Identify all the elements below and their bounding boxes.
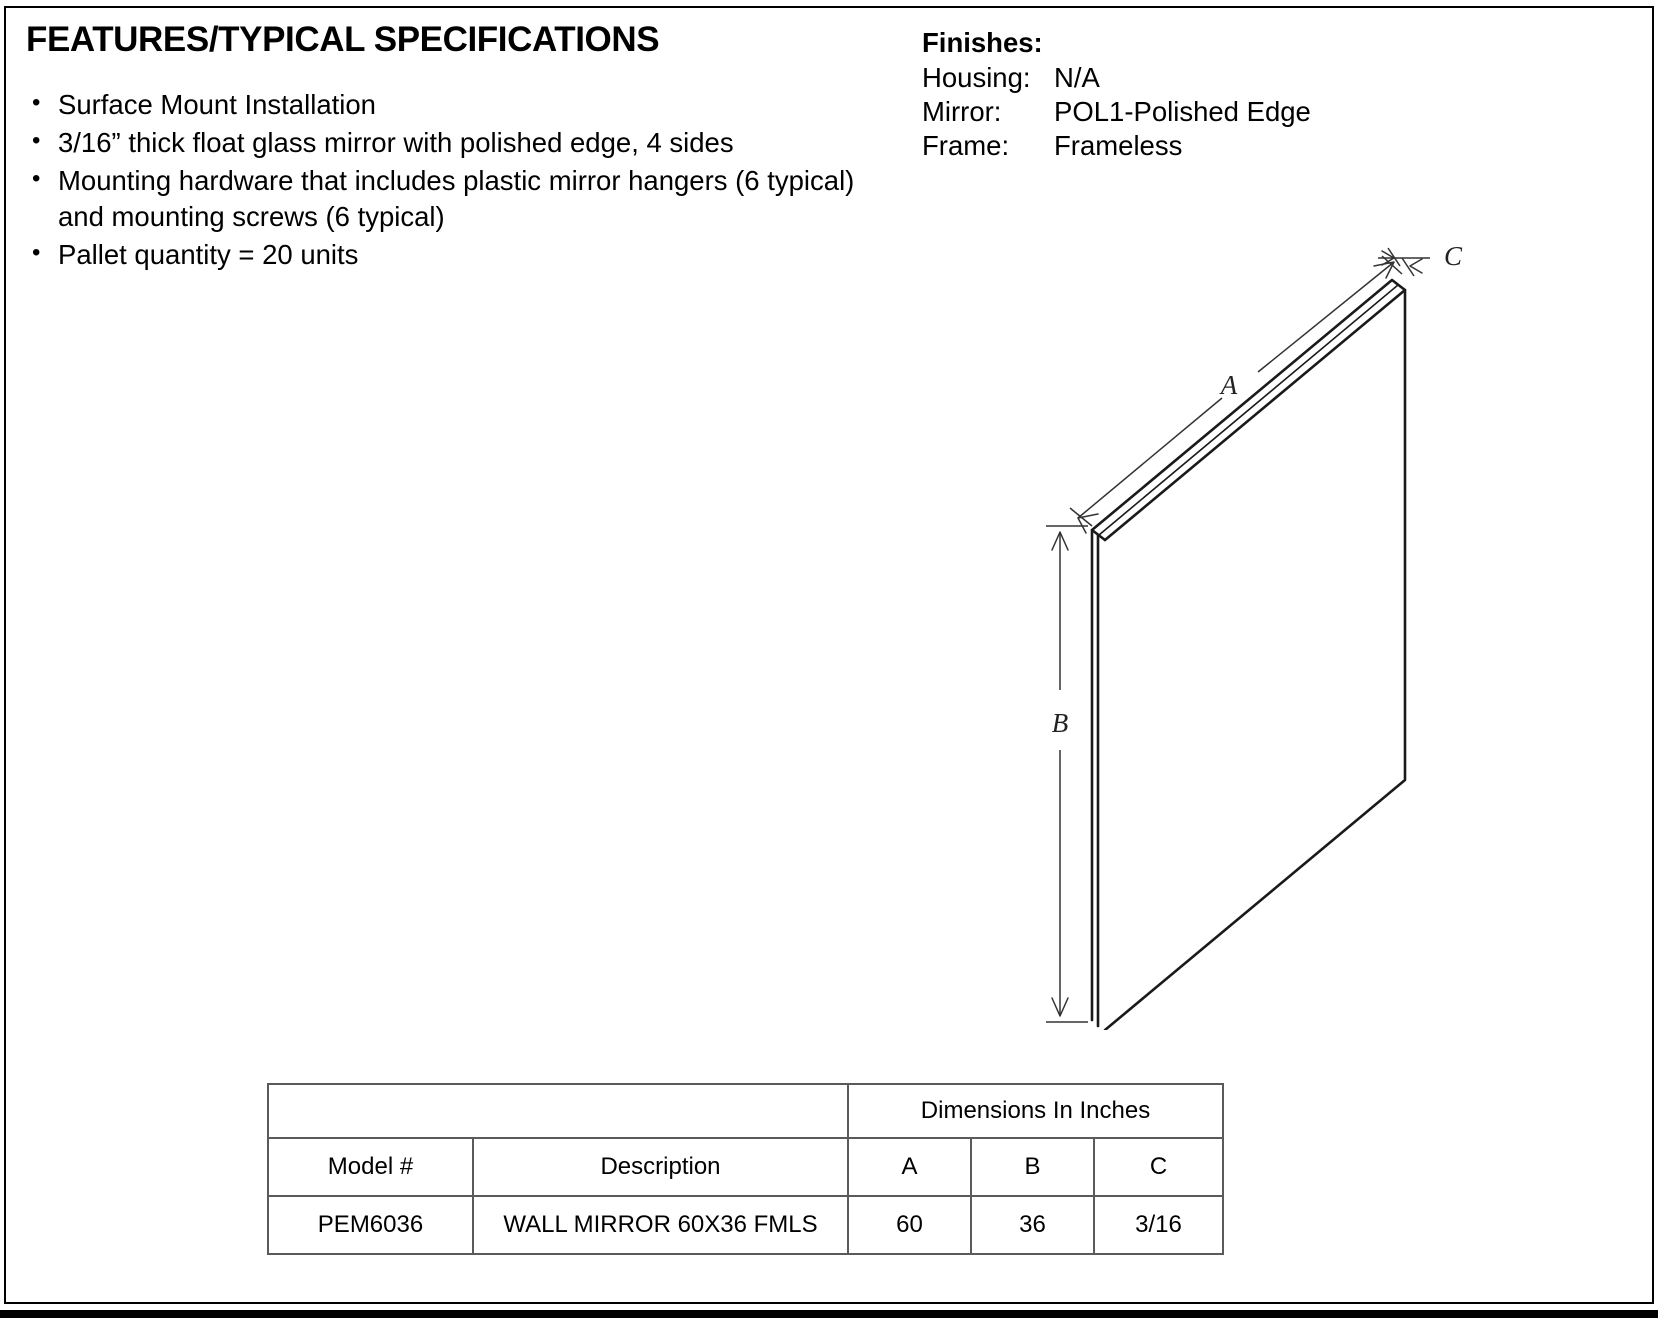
finishes-section <box>922 26 1482 163</box>
mirror-drawing-svg <box>1030 240 1490 1030</box>
finish-row-housing <box>922 61 1482 94</box>
cell-model: PEM6036 <box>268 1196 473 1254</box>
column-header-c: C <box>1094 1138 1223 1196</box>
mirror-front-face <box>1105 290 1405 1030</box>
spec-table-container <box>267 1083 1222 1255</box>
dimension-c-group <box>1378 248 1430 276</box>
cell-dimension-a: 60 <box>848 1196 971 1254</box>
dimension-label-b: B <box>1051 708 1069 738</box>
finish-value-frame: Frameless <box>1054 130 1183 161</box>
dimension-a-line-left <box>1078 398 1222 518</box>
cell-description: WALL MIRROR 60X36 FMLS <box>473 1196 848 1254</box>
features-section <box>26 22 856 275</box>
features-title: FEATURES/TYPICAL SPECIFICATIONS <box>26 20 660 59</box>
column-header-a: A <box>848 1138 971 1196</box>
mirror-top-edge-highlight <box>1099 285 1398 535</box>
finish-row-mirror <box>922 95 1482 128</box>
spec-table <box>267 1083 1224 1255</box>
dimensions-group-header: Dimensions In Inches <box>848 1084 1223 1138</box>
column-header-b: B <box>971 1138 1094 1196</box>
feature-item: • 3/16” thick float glass mirror with polished edge, 4 sides <box>26 125 856 161</box>
finish-value-mirror: POL1-Polished Edge <box>1054 96 1311 127</box>
feature-item: • Mounting hardware that includes plastic mirror hangers (6 typical) and mounting screws (6 typical) <box>26 163 856 235</box>
page-bottom-rule <box>0 1310 1658 1318</box>
table-group-header-row <box>268 1084 1223 1138</box>
column-header-description: Description <box>473 1138 848 1196</box>
table-header-row <box>268 1138 1223 1196</box>
table-blank-cell <box>268 1084 848 1138</box>
mirror-panel-body <box>1092 280 1405 1030</box>
finishes-heading: Finishes: <box>922 27 1043 58</box>
dimension-label-c: C <box>1444 241 1463 271</box>
feature-item: • Pallet quantity = 20 units <box>26 237 856 273</box>
finish-row-frame <box>922 129 1482 162</box>
finish-label-frame: Frame: <box>922 130 1010 161</box>
finish-value-housing: N/A <box>1054 62 1100 93</box>
cell-dimension-b: 36 <box>971 1196 1094 1254</box>
feature-item: • Surface Mount Installation <box>26 87 856 123</box>
dimension-label-a: A <box>1220 370 1238 400</box>
cell-dimension-c: 3/16 <box>1094 1196 1223 1254</box>
column-header-model: Model # <box>268 1138 473 1196</box>
dimension-b-group <box>1046 526 1088 1022</box>
finish-label-mirror: Mirror: <box>922 96 1002 127</box>
table-row <box>268 1196 1223 1254</box>
finish-label-housing: Housing: <box>922 62 1031 93</box>
features-list <box>26 87 856 273</box>
mirror-isometric-drawing <box>1030 240 1490 1030</box>
dimension-c-arrow-right <box>1410 259 1422 273</box>
